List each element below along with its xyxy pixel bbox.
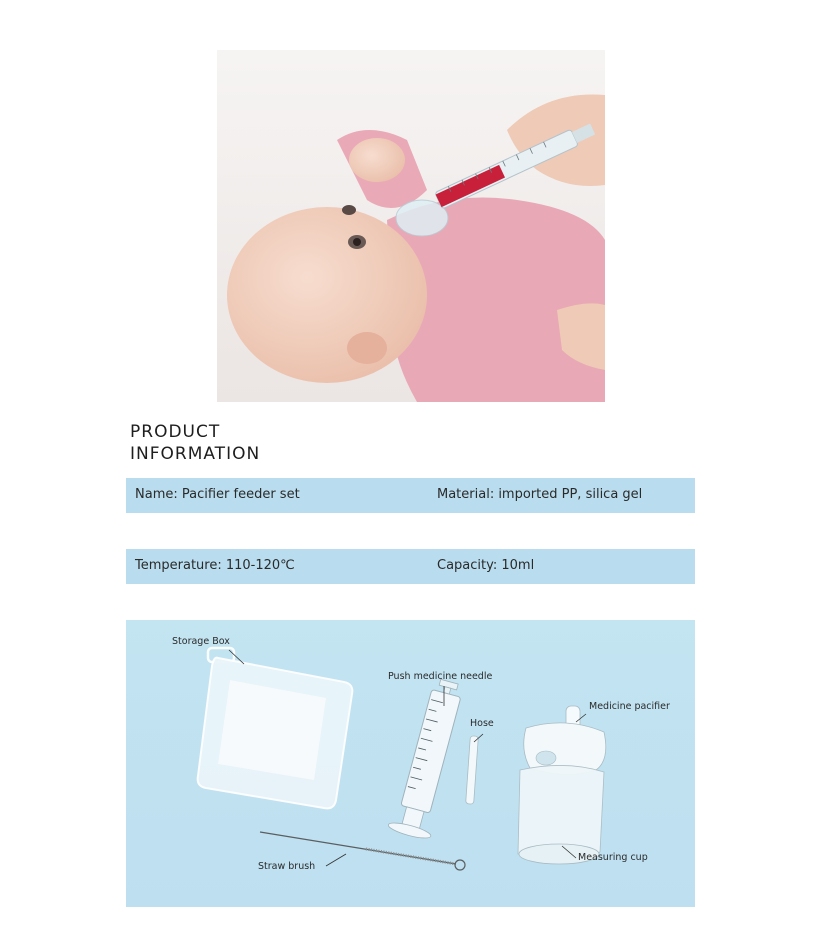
hose-icon [466, 736, 479, 804]
product-capacity-text: Capacity: 10ml [437, 558, 535, 573]
straw-brush-label: Straw brush [258, 861, 316, 872]
product-material-text: Material: imported PP, silica gel [437, 487, 643, 502]
heading-line-2: INFORMATION [130, 444, 261, 464]
product-information-heading [130, 421, 260, 465]
push-needle-label: Push medicine needle [388, 671, 493, 682]
product-temperature-text: Temperature: 110-120℃ [135, 558, 295, 573]
heading-line-1: PRODUCT [130, 422, 221, 442]
measuring-cup-icon [518, 765, 604, 864]
storage-box-icon [198, 648, 353, 808]
medicine-pacifier-label: Medicine pacifier [589, 701, 670, 712]
hose-label: Hose [470, 718, 494, 729]
parts-diagram [126, 620, 695, 907]
syringe-icon [387, 676, 471, 841]
info-row-name-material [126, 478, 695, 513]
storage-box-label: Storage Box [172, 636, 230, 647]
medicine-pacifier-icon [524, 706, 606, 775]
info-row-temperature-capacity [126, 549, 695, 584]
product-name-text: Name: Pacifier feeder set [135, 487, 300, 502]
parts-illustration [126, 620, 695, 907]
baby-feeding-illustration [217, 50, 605, 402]
product-photo [217, 50, 605, 402]
measuring-cup-label: Measuring cup [578, 852, 648, 863]
